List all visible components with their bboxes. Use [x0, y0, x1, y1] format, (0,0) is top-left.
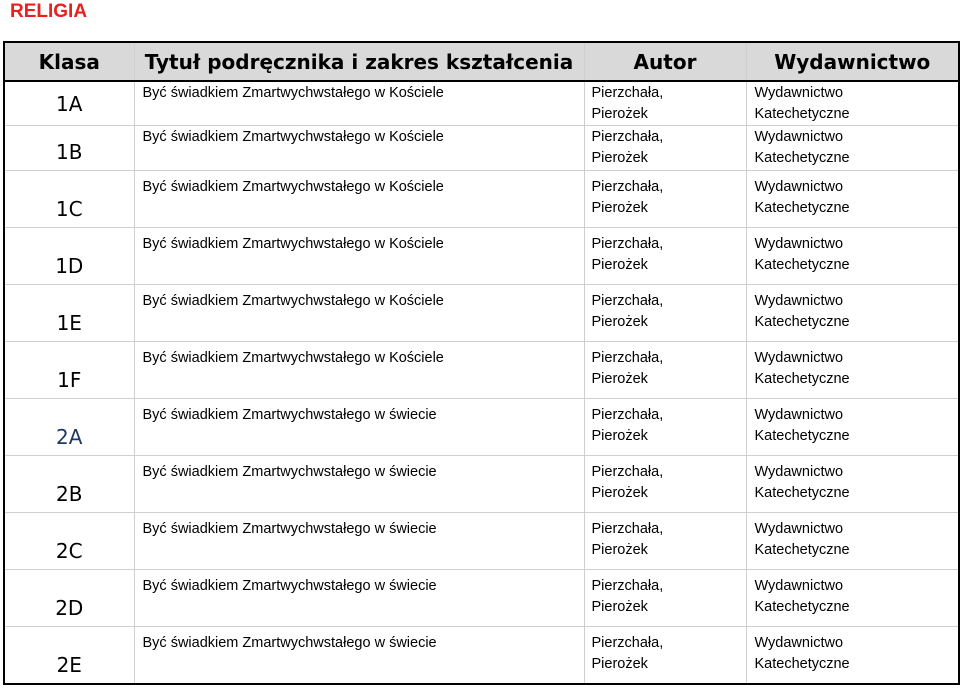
wyd-line-2: Katechetyczne: [754, 150, 850, 166]
autor-line-2: Pierożek: [591, 656, 648, 672]
cell-wydawnictwo: [746, 456, 959, 513]
cell-tytul: Być świadkiem Zmartwychwstałego w Kościele: [134, 81, 584, 126]
table-header-row: [4, 42, 959, 81]
cell-tytul: Być świadkiem Zmartwychwstałego w Kościele: [134, 171, 584, 228]
cell-klasa: 1C: [4, 171, 134, 228]
autor-line-2: Pierożek: [591, 542, 648, 558]
autor-line-1: Pierzchała,: [591, 236, 664, 252]
autor-line-1: Pierzchała,: [591, 350, 664, 366]
cell-wydawnictwo: [746, 570, 959, 627]
table-row: [4, 627, 959, 684]
wyd-line-2: Katechetyczne: [754, 106, 850, 122]
wyd-line-2: Katechetyczne: [754, 257, 850, 273]
textbook-table: [3, 41, 960, 685]
wyd-line-1: Wydawnictwo: [754, 407, 844, 423]
cell-wydawnictwo: [746, 81, 959, 126]
autor-line-2: Pierożek: [591, 106, 648, 122]
cell-autor: [584, 342, 746, 399]
wyd-line-1: Wydawnictwo: [754, 85, 844, 101]
wyd-line-1: Wydawnictwo: [754, 521, 844, 537]
cell-wydawnictwo: [746, 126, 959, 171]
cell-klasa: 2E: [4, 627, 134, 684]
table-row: [4, 342, 959, 399]
autor-line-2: Pierożek: [591, 371, 648, 387]
wyd-line-1: Wydawnictwo: [754, 236, 844, 252]
cell-autor: [584, 171, 746, 228]
table-row: [4, 456, 959, 513]
wyd-line-2: Katechetyczne: [754, 599, 850, 615]
header-tytul: Tytuł podręcznika i zakres kształcenia: [134, 42, 584, 81]
table-row: [4, 285, 959, 342]
autor-line-2: Pierożek: [591, 599, 648, 615]
autor-line-2: Pierożek: [591, 485, 648, 501]
cell-autor: [584, 513, 746, 570]
table-row: [4, 126, 959, 171]
wyd-line-2: Katechetyczne: [754, 371, 850, 387]
cell-tytul: Być świadkiem Zmartwychwstałego w świecie: [134, 570, 584, 627]
cell-autor: [584, 285, 746, 342]
table-row: [4, 513, 959, 570]
wyd-line-1: Wydawnictwo: [754, 635, 844, 651]
autor-line-2: Pierożek: [591, 257, 648, 273]
wyd-line-1: Wydawnictwo: [754, 350, 844, 366]
cell-tytul: Być świadkiem Zmartwychwstałego w Kościele: [134, 285, 584, 342]
autor-line-1: Pierzchała,: [591, 464, 664, 480]
autor-line-1: Pierzchała,: [591, 578, 664, 594]
autor-line-1: Pierzchała,: [591, 179, 664, 195]
autor-line-1: Pierzchała,: [591, 407, 664, 423]
cell-tytul: Być świadkiem Zmartwychwstałego w świecie: [134, 513, 584, 570]
cell-tytul: Być świadkiem Zmartwychwstałego w świecie: [134, 627, 584, 684]
wyd-line-2: Katechetyczne: [754, 656, 850, 672]
wyd-line-1: Wydawnictwo: [754, 578, 844, 594]
cell-tytul: Być świadkiem Zmartwychwstałego w Kościele: [134, 342, 584, 399]
table-row: [4, 570, 959, 627]
autor-line-1: Pierzchała,: [591, 129, 664, 145]
cell-klasa: 2C: [4, 513, 134, 570]
wyd-line-2: Katechetyczne: [754, 428, 850, 444]
page-title: RELIGIA: [10, 1, 88, 22]
cell-autor: [584, 81, 746, 126]
cell-tytul: Być świadkiem Zmartwychwstałego w świecie: [134, 399, 584, 456]
header-klasa: Klasa: [4, 42, 134, 81]
autor-line-1: Pierzchała,: [591, 293, 664, 309]
autor-line-1: Pierzchała,: [591, 85, 664, 101]
cell-autor: [584, 627, 746, 684]
cell-autor: [584, 126, 746, 171]
cell-klasa: 1D: [4, 228, 134, 285]
cell-klasa: 2B: [4, 456, 134, 513]
cell-autor: [584, 228, 746, 285]
cell-wydawnictwo: [746, 342, 959, 399]
autor-line-2: Pierożek: [591, 150, 648, 166]
cell-wydawnictwo: [746, 171, 959, 228]
autor-line-2: Pierożek: [591, 314, 648, 330]
wyd-line-2: Katechetyczne: [754, 485, 850, 501]
table-row: [4, 81, 959, 126]
cell-wydawnictwo: [746, 627, 959, 684]
cell-tytul: Być świadkiem Zmartwychwstałego w Kościele: [134, 126, 584, 171]
cell-klasa: 1B: [4, 126, 134, 171]
table-row: [4, 399, 959, 456]
autor-line-1: Pierzchała,: [591, 521, 664, 537]
autor-line-2: Pierożek: [591, 428, 648, 444]
wyd-line-1: Wydawnictwo: [754, 293, 844, 309]
cell-tytul: Być świadkiem Zmartwychwstałego w Kościele: [134, 228, 584, 285]
autor-line-2: Pierożek: [591, 200, 648, 216]
cell-autor: [584, 570, 746, 627]
wyd-line-1: Wydawnictwo: [754, 464, 844, 480]
wyd-line-2: Katechetyczne: [754, 200, 850, 216]
cell-wydawnictwo: [746, 513, 959, 570]
cell-wydawnictwo: [746, 228, 959, 285]
autor-line-1: Pierzchała,: [591, 635, 664, 651]
cell-autor: [584, 456, 746, 513]
header-autor: Autor: [584, 42, 746, 81]
cell-wydawnictwo: [746, 399, 959, 456]
table-row: [4, 171, 959, 228]
cell-klasa: 1E: [4, 285, 134, 342]
cell-klasa: 1F: [4, 342, 134, 399]
cell-klasa: 2D: [4, 570, 134, 627]
wyd-line-1: Wydawnictwo: [754, 179, 844, 195]
table-row: [4, 228, 959, 285]
cell-autor: [584, 399, 746, 456]
wyd-line-2: Katechetyczne: [754, 542, 850, 558]
header-wydawnictwo: Wydawnictwo: [746, 42, 959, 81]
wyd-line-2: Katechetyczne: [754, 314, 850, 330]
wyd-line-1: Wydawnictwo: [754, 129, 844, 145]
cell-klasa: 2A: [4, 399, 134, 456]
cell-wydawnictwo: [746, 285, 959, 342]
cell-klasa: 1A: [4, 81, 134, 126]
cell-tytul: Być świadkiem Zmartwychwstałego w świecie: [134, 456, 584, 513]
